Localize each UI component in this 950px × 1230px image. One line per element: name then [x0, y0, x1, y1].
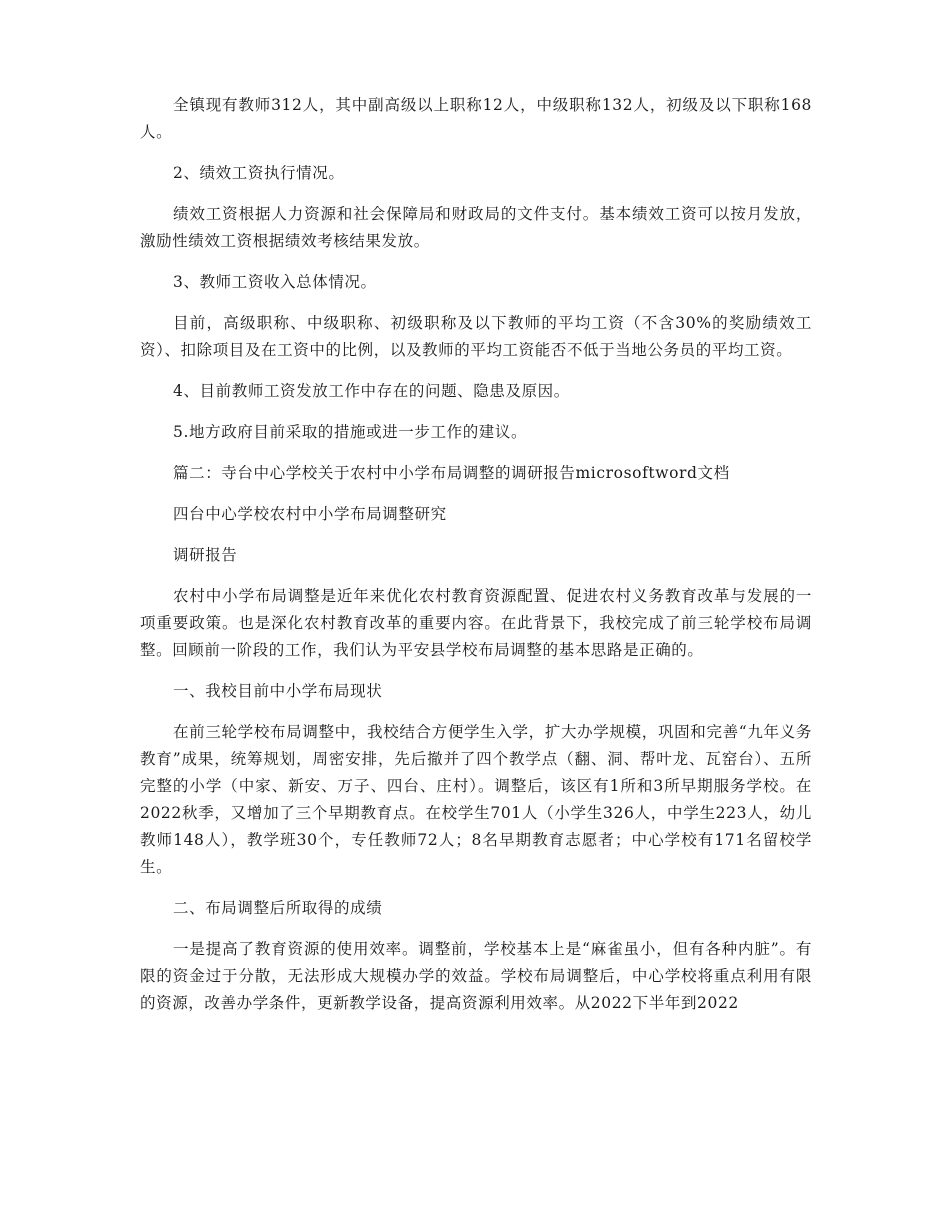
paragraph-current-layout: 在前三轮学校布局调整中，我校结合方便学生入学，扩大办学规模，巩固和完善“九年义务教育”成果，统筹规划，周密安排，先后撤并了四个教学点（翻、洞、帮叶龙、瓦窑台）、五所完整的小学（中家、新安、万子、四台、庄村）。调整后，该区有1所和3所早期服务学校。在2022秋季，又增加了三个早期教育点。在校学生701人（小学生326人，中学生223人，幼儿教师148人），教学班30个，专任教师72人；8名早期教育志愿者；中心学校有171名留校学生。: [140, 723, 812, 876]
section-heading-achievements: 二、布局调整后所取得的成绩: [173, 899, 383, 917]
heading-salary-problems: 4、目前教师工资发放工作中存在的问题、隐患及原因。: [173, 382, 570, 400]
report-title: 四台中心学校农村中小学布局调整研究: [173, 505, 447, 523]
heading-performance-pay: 2、绩效工资执行情况。: [173, 164, 345, 182]
section-heading-current-layout: 一、我校目前中小学布局现状: [173, 682, 383, 700]
heading-government-measures: 5.地方政府目前采取的措施或进一步工作的建议。: [173, 423, 528, 441]
heading-salary-overview: 3、教师工资收入总体情况。: [173, 273, 377, 291]
paragraph-teacher-count: 全镇现有教师312人，其中副高级以上职称12人，中级职称132人，初级及以下职称168人。: [140, 96, 812, 141]
paragraph-performance-pay: 绩效工资根据人力资源和社会保障局和财政局的文件支付。基本绩效工资可以按月发放，激励性绩效工资根据绩效考核结果发放。: [140, 205, 812, 250]
report-subtitle: 调研报告: [173, 546, 238, 564]
article-two-title: 篇二：寺台中心学校关于农村中小学布局调整的调研报告microsoftword文档: [173, 464, 730, 482]
document-body: [140, 92, 812, 1031]
paragraph-achievements: 一是提高了教育资源的使用效率。调整前，学校基本上是“麻雀虽小，但有各种内脏”。有限的资金过于分散，无法形成大规模办学的效益。学校布局调整后，中心学校将重点利用有限的资源，改善办学条件，更新教学设备，提高资源利用效率。从2022下半年到2022: [140, 940, 812, 1012]
paragraph-salary-overview: 目前，高级职称、中级职称、初级职称及以下教师的平均工资（不含30%的奖励绩效工资）、扣除项目及在工资中的比例，以及教师的平均工资能否不低于当地公务员的平均工资。: [140, 314, 812, 359]
paragraph-introduction: 农村中小学布局调整是近年来优化农村教育资源配置、促进农村义务教育改革与发展的一项重要政策。也是深化农村教育改革的重要内容。在此背景下，我校完成了前三轮学校布局调整。回顾前一阶段的工作，我们认为平安县学校布局调整的基本思路是正确的。: [140, 587, 812, 659]
